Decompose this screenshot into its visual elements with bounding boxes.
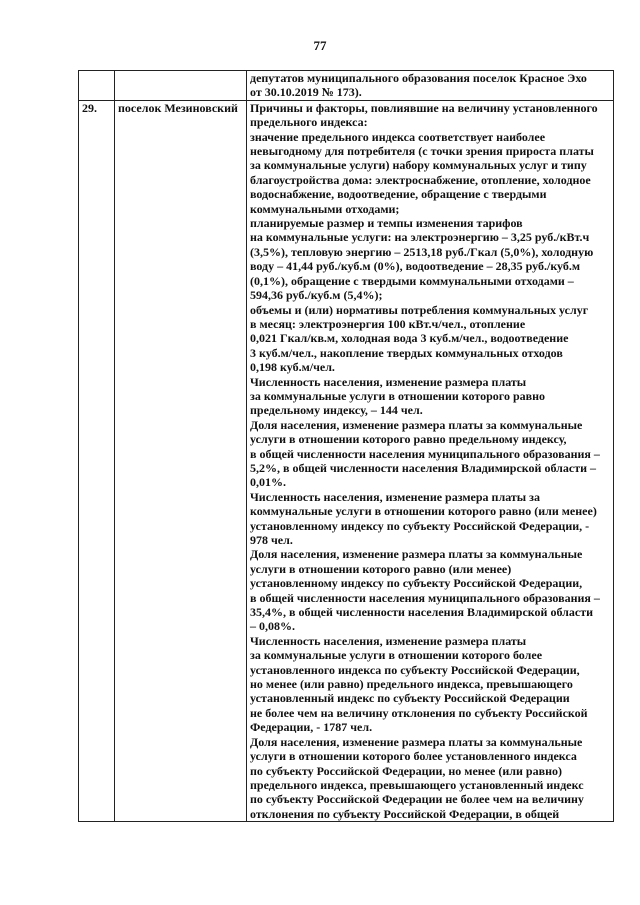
text-line: на коммунальные услуги: на электроэнергию – 3,25 руб./кВт.ч [250,230,590,245]
text-line: Численность населения, изменение размера платы [250,633,527,648]
text-line: (0,1%), обращение с твердыми коммунальными отходами – [250,273,574,288]
text-line: 978 чел. [250,533,293,547]
row-number-cell [79,71,115,101]
text-line: 0,01%. [250,475,286,490]
text-line: установленному индексу по субъекту Российской Федерации, - [250,518,590,533]
text-line: 0,021 Гкал/кв.м, холодная вода 3 куб.м/чел., водоотведение [250,331,569,346]
text-line: предельного индекса: [250,115,368,130]
table-row [79,100,614,821]
text-line: 0,198 куб.м/чел. [250,360,335,375]
text-line: в месяц: электроэнергия 100 кВт.ч/чел., отопление [250,316,526,331]
text-line: за коммунальные услуги в отношении которого более [250,648,543,663]
text-line: предельному индексу, – 144 чел. [250,403,423,418]
row-number-cell: 29. [79,100,115,821]
text-line: коммунальными отходами; [250,201,400,216]
text-line: отклонения по субъекту Российской Федерации, в общей [250,806,560,821]
text-line: предельного индекса, превышающего установленный индекс [250,777,584,792]
text-line: коммунальные услуги в отношении которого равно (или менее) [250,504,597,519]
text-line: от 30.10.2019 № 173). [250,85,362,100]
table-row [79,71,614,101]
text-line: 35,4%, в общей численности населения Владимирской области [250,605,594,620]
text-line: объемы и (или) нормативы потребления коммунальных услуг [250,302,589,317]
text-line: значение предельного индекса соответствует наиболее [250,129,546,144]
text-line: воду – 41,44 руб./куб.м (0%), водоотведение – 28,35 руб./куб.м [250,259,581,274]
text-line: установленный индекс по субъекту Российской Федерации [250,691,570,706]
text-line: – 0,08%. [250,619,295,634]
text-line: в общей численности населения муниципального образования – [250,590,600,605]
text-line: услуги в отношении которого равно предельному индексу, [250,432,567,447]
text-line: благоустройства дома: электроснабжение, отопление, холодное [250,172,591,187]
text-line: Доля населения, изменение размера платы за коммунальные [250,734,583,749]
text-line: 5,2%, в общей численности населения Владимирской области – [250,460,597,475]
text-line: 3 куб.м/чел., накопление твердых коммунальных отходов [250,345,563,360]
text-line: водоснабжение, водоотведение, обращение с твердыми [250,187,547,202]
page-number: 77 [313,38,327,53]
text-line: планируемые размер и темпы изменения тарифов [250,216,523,231]
text-line: 594,36 руб./куб.м (5,4%); [250,288,383,303]
text-line: но менее (или равно) предельного индекса, превышающего [250,677,573,692]
municipality-name-cell [115,71,247,101]
description-cell [247,100,614,821]
text-line: Численность населения, изменение размера платы [250,374,527,389]
text-line: в общей численности населения муниципального образования – [250,446,600,461]
text-line: установленного индекса по субъекту Российской Федерации, [250,662,580,677]
text-line: Доля населения, изменение размера платы за коммунальные [250,547,583,562]
text-line: Численность населения, изменение размера платы за [250,489,540,504]
text-line: услуги в отношении которого более установленного индекса [250,749,577,764]
text-line: за коммунальные услуги) набору коммунальных услуг и типу [250,158,587,173]
text-line: Причины и факторы, повлиявшие на величину установленного [250,100,598,115]
text-line: (3,5%), тепловую энергию – 2513,18 руб./Гкал (5,0%), холодную [250,244,594,259]
text-line: Федерации, - 1787 чел. [250,720,373,735]
municipal-table [78,70,614,822]
text-line: Доля населения, изменение размера платы за коммунальные [250,417,583,432]
municipality-name-cell: поселок Мезиновский [115,100,247,821]
description-cell [247,71,614,101]
text-line: не более чем на величину отклонения по субъекту Российской [250,705,588,720]
text-line: по субъекту Российской Федерации, но менее (или равно) [250,763,562,778]
text-line: за коммунальные услуги в отношении которого равно [250,388,546,403]
text-line: по субъекту Российской Федерации не более чем на величину [250,792,584,807]
text-line: услуги в отношении которого равно (или менее) [250,561,512,576]
text-line: депутатов муниципального образования поселок Красное Эхо [250,71,587,85]
text-line: установленному индексу по субъекту Российской Федерации, [250,576,583,591]
text-line: невыгодному для потребителя (с точки зрения прироста платы [250,144,594,159]
